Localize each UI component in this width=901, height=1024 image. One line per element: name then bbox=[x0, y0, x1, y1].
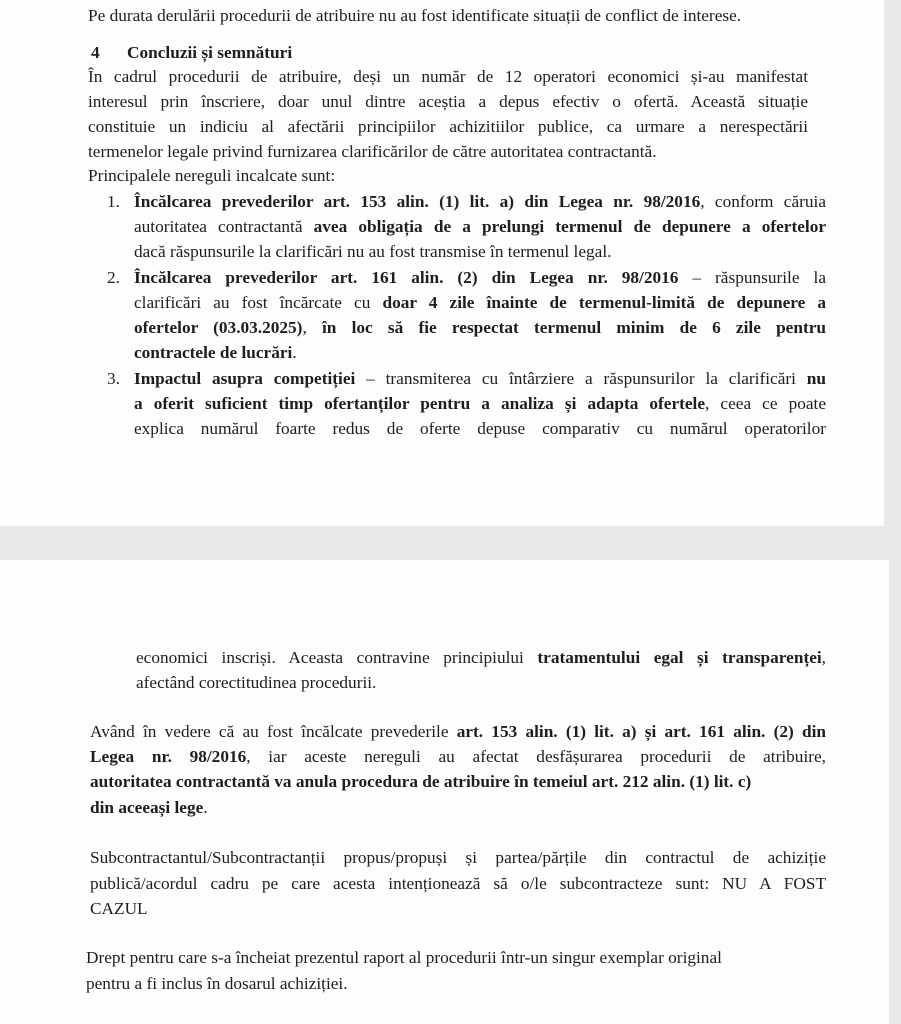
item3-line2: a oferit suficient timp ofertanților pentru a analiza și adapta ofertele, ceea ce poate bbox=[134, 394, 826, 413]
continuation-line1: economici inscriși. Aceasta contravine principiului tratamentului egal și transparenței, bbox=[136, 648, 826, 667]
item3-line3: explica numărul foarte redus de oferte depuse comparativ cu numărul operatorilor bbox=[134, 419, 826, 438]
document-page-2 bbox=[0, 560, 889, 1024]
conclusion-line2: Legea nr. 98/2016, iar aceste nereguli au afectat desfășurarea procedurii de atribuire, bbox=[90, 747, 826, 766]
paragraph-line: În cadrul procedurii de atribuire, deși un număr de 12 operatori economici și-au manifestat bbox=[88, 67, 808, 86]
final-line1: Drept pentru care s-a încheiat prezentul raport al procedurii într-un singur exemplar original bbox=[86, 948, 722, 967]
paragraph-line: termenelor legale privind furnizarea clarificărilor de către autoritatea contractantă. bbox=[88, 142, 657, 161]
subcontract-line1: Subcontractantul/Subcontractanții propus/propuși și partea/părțile din contractul de achiziție bbox=[90, 848, 826, 867]
item2-line1: Încălcarea prevederilor art. 161 alin. (2) din Legea nr. 98/2016 – răspunsurile la bbox=[134, 268, 826, 287]
paragraph-line: constituie un indiciu al afectării principiilor achizitiilor publice, ca urmare a nerespectării bbox=[88, 117, 808, 136]
list-number: 3. bbox=[107, 369, 120, 388]
subcontract-line3: CAZUL bbox=[90, 899, 148, 918]
continuation-line2: afectând corectitudinea procedurii. bbox=[136, 673, 377, 692]
list-intro: Principalele nereguli incalcate sunt: bbox=[88, 166, 336, 185]
item2-line2: clarificări au fost încărcate cu doar 4 zile înainte de termenul-limită de depunere a bbox=[134, 293, 827, 312]
section-title: Concluzii și semnături bbox=[127, 43, 293, 62]
list-number: 2. bbox=[107, 268, 120, 287]
conclusion-line4: din aceeași lege. bbox=[90, 798, 208, 817]
list-number: 1. bbox=[107, 192, 120, 211]
item2-line4: contractele de lucrări. bbox=[134, 343, 297, 362]
final-line2: pentru a fi inclus în dosarul achiziției. bbox=[86, 974, 348, 993]
item1-line2: autoritatea contractantă avea obligația de a prelungi termenul de depunere a ofertelor bbox=[134, 217, 827, 236]
section-number: 4 bbox=[91, 43, 100, 62]
item1-line1: Încălcarea prevederilor art. 153 alin. (1) lit. a) din Legea nr. 98/2016, conform căruia bbox=[134, 192, 826, 211]
intro-line: Pe durata derulării procedurii de atribuire nu au fost identificate situații de conflict de interese. bbox=[88, 6, 742, 25]
item1-line3: dacă răspunsurile la clarificări nu au fost transmise în termenul legal. bbox=[134, 242, 612, 261]
item3-line1: Impactul asupra competiției – transmiterea cu întârziere a răspunsurilor la clarificări nu bbox=[134, 369, 826, 388]
paragraph-line: interesul prin înscriere, doar unul dintre aceștia a depus efectiv o ofertă. Această situație bbox=[88, 92, 808, 111]
item2-line3: ofertelor (03.03.2025), în loc să fie respectat termenul minim de 6 zile pentru bbox=[134, 318, 826, 337]
conclusion-line1: Având în vedere că au fost încălcate prevederile art. 153 alin. (1) lit. a) și art. 161 alin. (2) din bbox=[90, 722, 826, 741]
subcontract-line2: publică/acordul cadru pe care acesta intenționează să o/le subcontracteze sunt: NU A FOST bbox=[90, 874, 826, 893]
conclusion-line3: autoritatea contractantă va anula procedura de atribuire în temeiul art. 212 alin. (1) lit. c) bbox=[90, 772, 752, 791]
